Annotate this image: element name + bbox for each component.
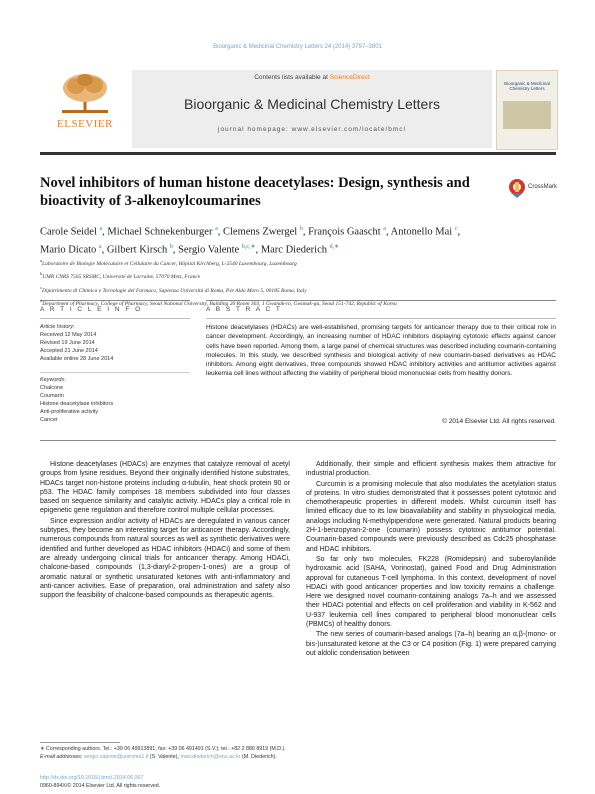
keyword-item: Cancer bbox=[40, 417, 58, 423]
abstract-body: Histone deacetylases (HDACs) are well-established, promising targets for anticancer therapy due to their critical role in cancer development. Accordingly, an increasing number of HDAC inhibitors displaying cytotoxic effects against cancer cells have been reported. Among them, a large panel of chemical structures was described including coumarin-containing molecules. In this study, we described synthesis and biological activity of new coumarin-based derivatives as HDAC inhibitors. Among eight derivatives, three compounds showed HDAC inhibitory activities and antitumor activities against leukemia cell lines without affecting the viability of peripheral blood mononuclear cells from healthy donors. bbox=[206, 324, 556, 378]
author-affil-mark[interactable]: b bbox=[299, 226, 303, 232]
abstract-copyright: © 2014 Elsevier Ltd. All rights reserved. bbox=[442, 418, 556, 425]
elsevier-wordmark: ELSEVIER bbox=[57, 118, 113, 130]
abstract-top-rule bbox=[206, 300, 556, 301]
author-name[interactable]: François Gaascht bbox=[308, 226, 381, 238]
author-affil-mark[interactable]: a bbox=[98, 243, 102, 250]
author-affil-mark[interactable]: a bbox=[215, 226, 218, 232]
crossmark-icon bbox=[508, 178, 526, 198]
doi-block bbox=[40, 775, 290, 790]
journal-title: Bioorganic & Medicinal Chemistry Letters bbox=[184, 96, 440, 112]
author-line-2: Mario Dicato $^a$, Gilbert Kirsch $^b$, Sergio Valente $^{b,c,∗}$, Marc Diederich $^{d,∗}$ bbox=[40, 243, 340, 255]
author-name[interactable]: Sergio Valente bbox=[178, 244, 240, 255]
keyword-item: Coumarin bbox=[40, 393, 64, 399]
keyword-item: Chalcone bbox=[40, 385, 64, 391]
journal-homepage[interactable]: journal homepage: www.elsevier.com/locate/bmcl bbox=[218, 126, 406, 133]
contents-prefix: Contents lists available at bbox=[254, 74, 330, 81]
body-paragraph: Curcumin is a promising molecule that also modulates the acetylation status of proteins. In vitro studies demonstrated that it possesses potent cytotoxic and chemotherapeutic properties in different models. Whilst curcumin itself has limited efficacy due to its low bioavailability and stability in physiological media, analogs including N-methylpiperidone were generated. Natural products bearing 2H-1-benzopyran-2-one (coumarin) possess cytotoxic antitumor potential. Coumarin-based compounds were previously described as Cdc25 phosphatase and HDAC inhibitors. bbox=[306, 480, 556, 553]
author-name[interactable]: Clemens Zwergel bbox=[223, 226, 298, 238]
article-info-top-rule bbox=[40, 300, 190, 301]
crossmark-label: CrossMark bbox=[528, 184, 558, 190]
article-history bbox=[40, 323, 190, 363]
footnotes bbox=[40, 746, 290, 761]
history-item: Accepted 21 June 2014 bbox=[40, 348, 98, 354]
author-name[interactable]: Michael Schnekenburger bbox=[107, 226, 213, 238]
history-item: Revised 19 June 2014 bbox=[40, 340, 95, 346]
author-affil-mark[interactable]: d,∗ bbox=[329, 243, 340, 250]
contents-line bbox=[132, 74, 492, 81]
elsevier-logo bbox=[40, 70, 130, 138]
history-item: Received 12 May 2014 bbox=[40, 332, 97, 338]
email-label: E-mail addresses: bbox=[40, 753, 84, 760]
body-paragraph: Histone deacetylases (HDACs) are enzymes that catalyze removal of acetyl groups from lysine residues. Beyond their originally identified histone substrates, HDACs target non-histone proteins including α-tubulin, heat shock protein 90 or p53. The HDAC family comprises 18 members subdivided into four classes based on sequence similarity and catalytic activity. HDACs play a critical role in epigenetic gene regulation and therefore control multiple cellular processes. bbox=[40, 461, 290, 515]
affiliation-mark: a bbox=[40, 258, 43, 263]
corresponding-author-note: ∗ Corresponding authors. Tel.: +39 06 49913891; fax: +39 06 491491 (S.V.); tel.: +82 2 880 8919 (M.D.). bbox=[40, 746, 286, 752]
article-info-heading-rule bbox=[40, 318, 190, 319]
affiliation-item bbox=[40, 269, 556, 282]
body-paragraph: Additionally, their simple and efficient synthesis makes them attractive for industrial production. bbox=[306, 461, 556, 478]
affiliation-text: Department of Pharmacy, College of Pharmacy, Seoul National University, Building 20 Room 303, 1 Gwanak-ro, Gwanak-gu, Seoul 151-742, Republic of Korea bbox=[42, 300, 397, 307]
affiliations bbox=[40, 256, 556, 309]
email-link-diederich[interactable]: marcdiederich@snu.ac.kr bbox=[180, 753, 241, 760]
history-divider bbox=[40, 372, 190, 373]
journal-masthead bbox=[132, 70, 492, 148]
email-addresses bbox=[40, 754, 290, 762]
article-info-heading: A R T I C L E I N F O bbox=[40, 306, 143, 313]
affiliation-item bbox=[40, 256, 556, 269]
cover-graphic bbox=[503, 101, 551, 129]
keyword-item: Anti-proliferative activity bbox=[40, 409, 99, 415]
doi-link[interactable]: http://dx.doi.org/10.1016/j.bmcl.2014.06.067 bbox=[40, 775, 144, 781]
journal-citation[interactable]: Bioorganic & Medicinal Chemistry Letters 24 (2014) 3797–3801 bbox=[213, 44, 382, 50]
abstract-heading-rule bbox=[206, 318, 556, 319]
author-affil-mark[interactable]: c bbox=[454, 226, 458, 232]
author-name[interactable]: Antonello Mai bbox=[390, 226, 453, 238]
journal-cover-image bbox=[496, 70, 558, 150]
author-line-1: Carole Seidel $^a$, Michael Schnekenburger $^a$, Clemens Zwergel $^b$, François Gaascht $^a$, Antonello Mai $^c$, bbox=[40, 226, 461, 238]
email-owner: (M. Diederich). bbox=[240, 753, 277, 760]
header-divider bbox=[40, 152, 556, 155]
article-history-label: Article history: bbox=[40, 324, 75, 330]
author-name[interactable]: Marc Diederich bbox=[260, 244, 327, 255]
body-left-column bbox=[40, 460, 290, 600]
crossmark-badge[interactable] bbox=[508, 178, 558, 202]
affiliation-mark: c bbox=[40, 284, 43, 290]
paper-title: Novel inhibitors of human histone deacetylases: Design, synthesis and bioactivity of 3-alkenoylcoumarines bbox=[40, 175, 470, 209]
email-owner: (S. Valente), bbox=[148, 753, 181, 760]
history-item: Available online 28 June 2014 bbox=[40, 356, 114, 362]
sciencedirect-link[interactable]: ScienceDirect bbox=[329, 74, 370, 81]
affiliation-text: Dipartimento di Chimica e Tecnologie del Farmaco, Sapienza Università di Roma, P.le Aldo Moro 5, 00185 Roma, Italy bbox=[42, 287, 307, 294]
keyword-item: Histone deacetylase inhibitors bbox=[40, 401, 114, 407]
body-paragraph: So far only two molecules, FK228 (Romidepsin) and suberoylanilide hydroxamic acid (SAHA, Vorinostat), gained Food and Drug Administration approval for cutaneous T-cell lymphoma. In this context, development of novel HDACi with good anticancer properties and low toxicity remains a challenge. Here we designed novel coumarin-containing analogs 7a–h and we assessed their HDACi potential and effects on cell proliferation and viability in K-562 and U-937 leukemia cell lines compared to peripheral blood mononuclear cells (PBMCs) of healthy donors. bbox=[306, 555, 556, 629]
abstract-bottom-rule bbox=[40, 440, 556, 441]
issn-copyright: 0960-894X/© 2014 Elsevier Ltd. All rights reserved. bbox=[40, 782, 161, 789]
abstract-heading: A B S T R A C T bbox=[206, 306, 282, 313]
author-affil-mark[interactable]: a bbox=[383, 226, 386, 232]
cover-title: Bioorganic & Medicinal Chemistry Letters bbox=[504, 81, 550, 91]
keywords bbox=[40, 376, 190, 424]
body-paragraph: The new series of coumarin-based analogs (7a–h) bearing an α,β-(mono- or bis-)unsaturated ketone at the C3 or C4 position (Fig. 1) were prepared carrying out aldolic condensation between bbox=[306, 631, 556, 657]
body-right-column bbox=[306, 460, 556, 658]
author-affil-mark[interactable]: b bbox=[169, 243, 173, 250]
affiliation-item bbox=[40, 283, 556, 296]
elsevier-tree-icon bbox=[56, 70, 114, 116]
keywords-label: Keywords: bbox=[40, 377, 66, 383]
affiliation-mark: b bbox=[40, 271, 43, 277]
footnote-rule bbox=[40, 742, 120, 743]
author-name[interactable]: Carole Seidel bbox=[40, 226, 97, 238]
affiliation-text: Laboratoire de Biologie Moléculaire et Cellulaire du Cancer, Hôpital Kirchberg, L-2540 Luxembourg, Luxembourg bbox=[42, 260, 297, 267]
author-list bbox=[40, 222, 556, 257]
author-affil-mark[interactable]: b,c,∗ bbox=[241, 243, 256, 250]
body-paragraph: Since expression and/or activity of HDACs are deregulated in various cancer subtypes, they become an interesting target for anticancer therapy. Accordingly, numerous compounds from natural sources as well as synthetic derivatives were identified and further developed as HDAC inhibitors (HDACi) and some of them are already undergoing clinical trials for anticancer therapy. Among HDACi, chalcone-based compounds (1,3-diaryl-2-propen-1-ones) are a group of aromatic natural or synthetic unsaturated ketones with anti-inflammatory and anti-cancer activities. Ease of preparation, oral administration and safety also support the feasibility of chalcone-based compounds as therapeutic agents. bbox=[40, 517, 290, 600]
affiliation-text: UMR CNRS 7565 SRSMC, Université de Lorraine, 57070 Metz, France bbox=[42, 274, 201, 281]
author-name[interactable]: Mario Dicato bbox=[40, 244, 97, 255]
author-name[interactable]: Gilbert Kirsch bbox=[106, 244, 168, 255]
author-affil-mark[interactable]: a bbox=[99, 226, 103, 232]
email-link-valente[interactable]: sergio.valente@uniroma1.it bbox=[83, 753, 149, 760]
